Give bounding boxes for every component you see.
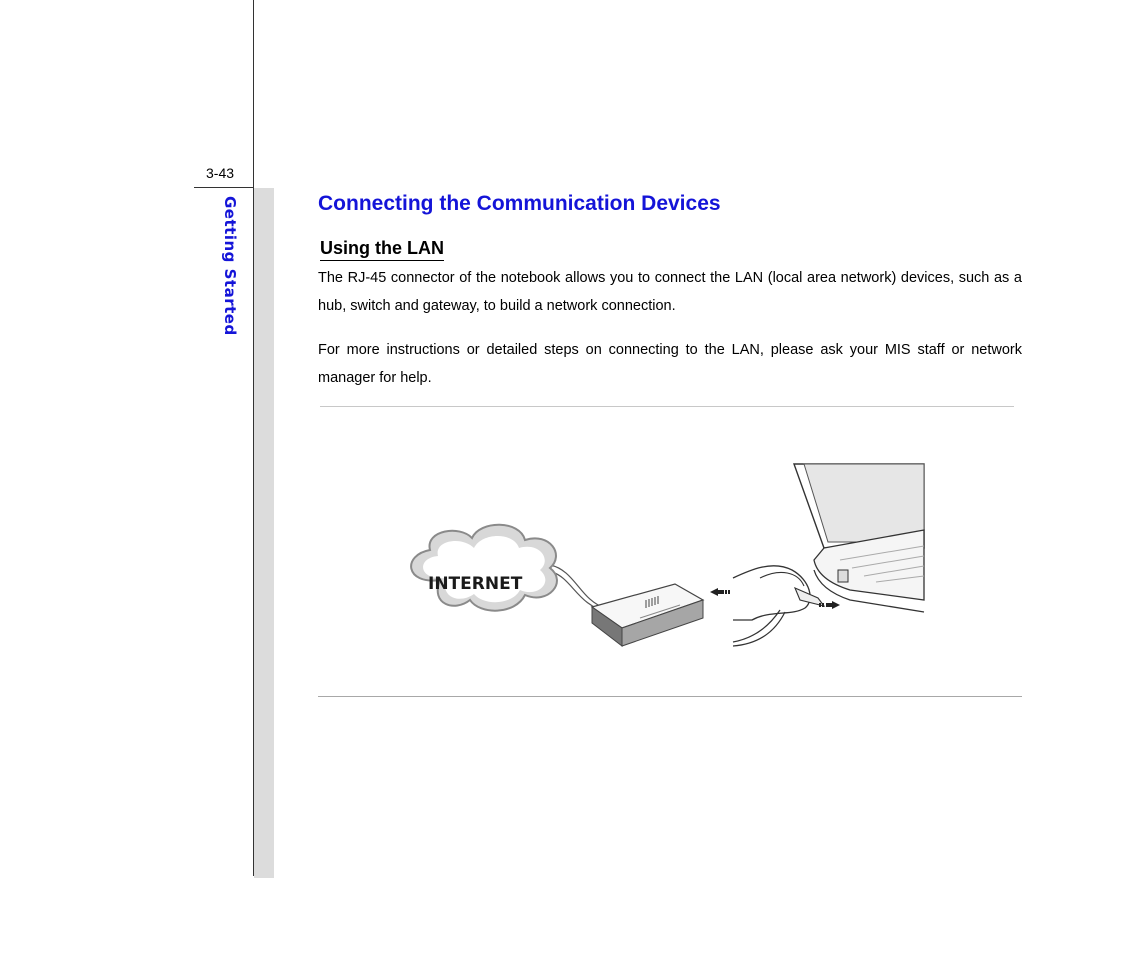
page-title: Connecting the Communication Devices (318, 192, 721, 215)
side-gray-bar (254, 188, 274, 878)
right-arrow-icon (819, 601, 840, 609)
left-arrow-icon (710, 588, 730, 596)
page-number: 3-43 (206, 165, 235, 181)
section-subtitle: Using the LAN (320, 237, 444, 261)
paragraph-instructions: For more instructions or detailed steps on connecting to the LAN, please ask your MIS staff or network manager for help. (318, 342, 1022, 386)
bottom-figure-rule (318, 696, 1022, 697)
section-tab-label: Getting Started (221, 196, 239, 336)
internet-label: INTERNET (428, 574, 523, 594)
router-device (592, 584, 703, 646)
hand-with-lan-plug (733, 566, 824, 646)
paragraph-rj45: The RJ-45 connector of the notebook allows you to connect the LAN (local area network) devices, such as a hub, switch and gateway, to build a network connection. (318, 270, 1022, 314)
page-number-rule (194, 187, 254, 188)
internet-cloud (411, 525, 557, 611)
top-figure-rule (320, 406, 1014, 407)
lan-connection-illustration (400, 460, 930, 650)
laptop (794, 464, 924, 612)
